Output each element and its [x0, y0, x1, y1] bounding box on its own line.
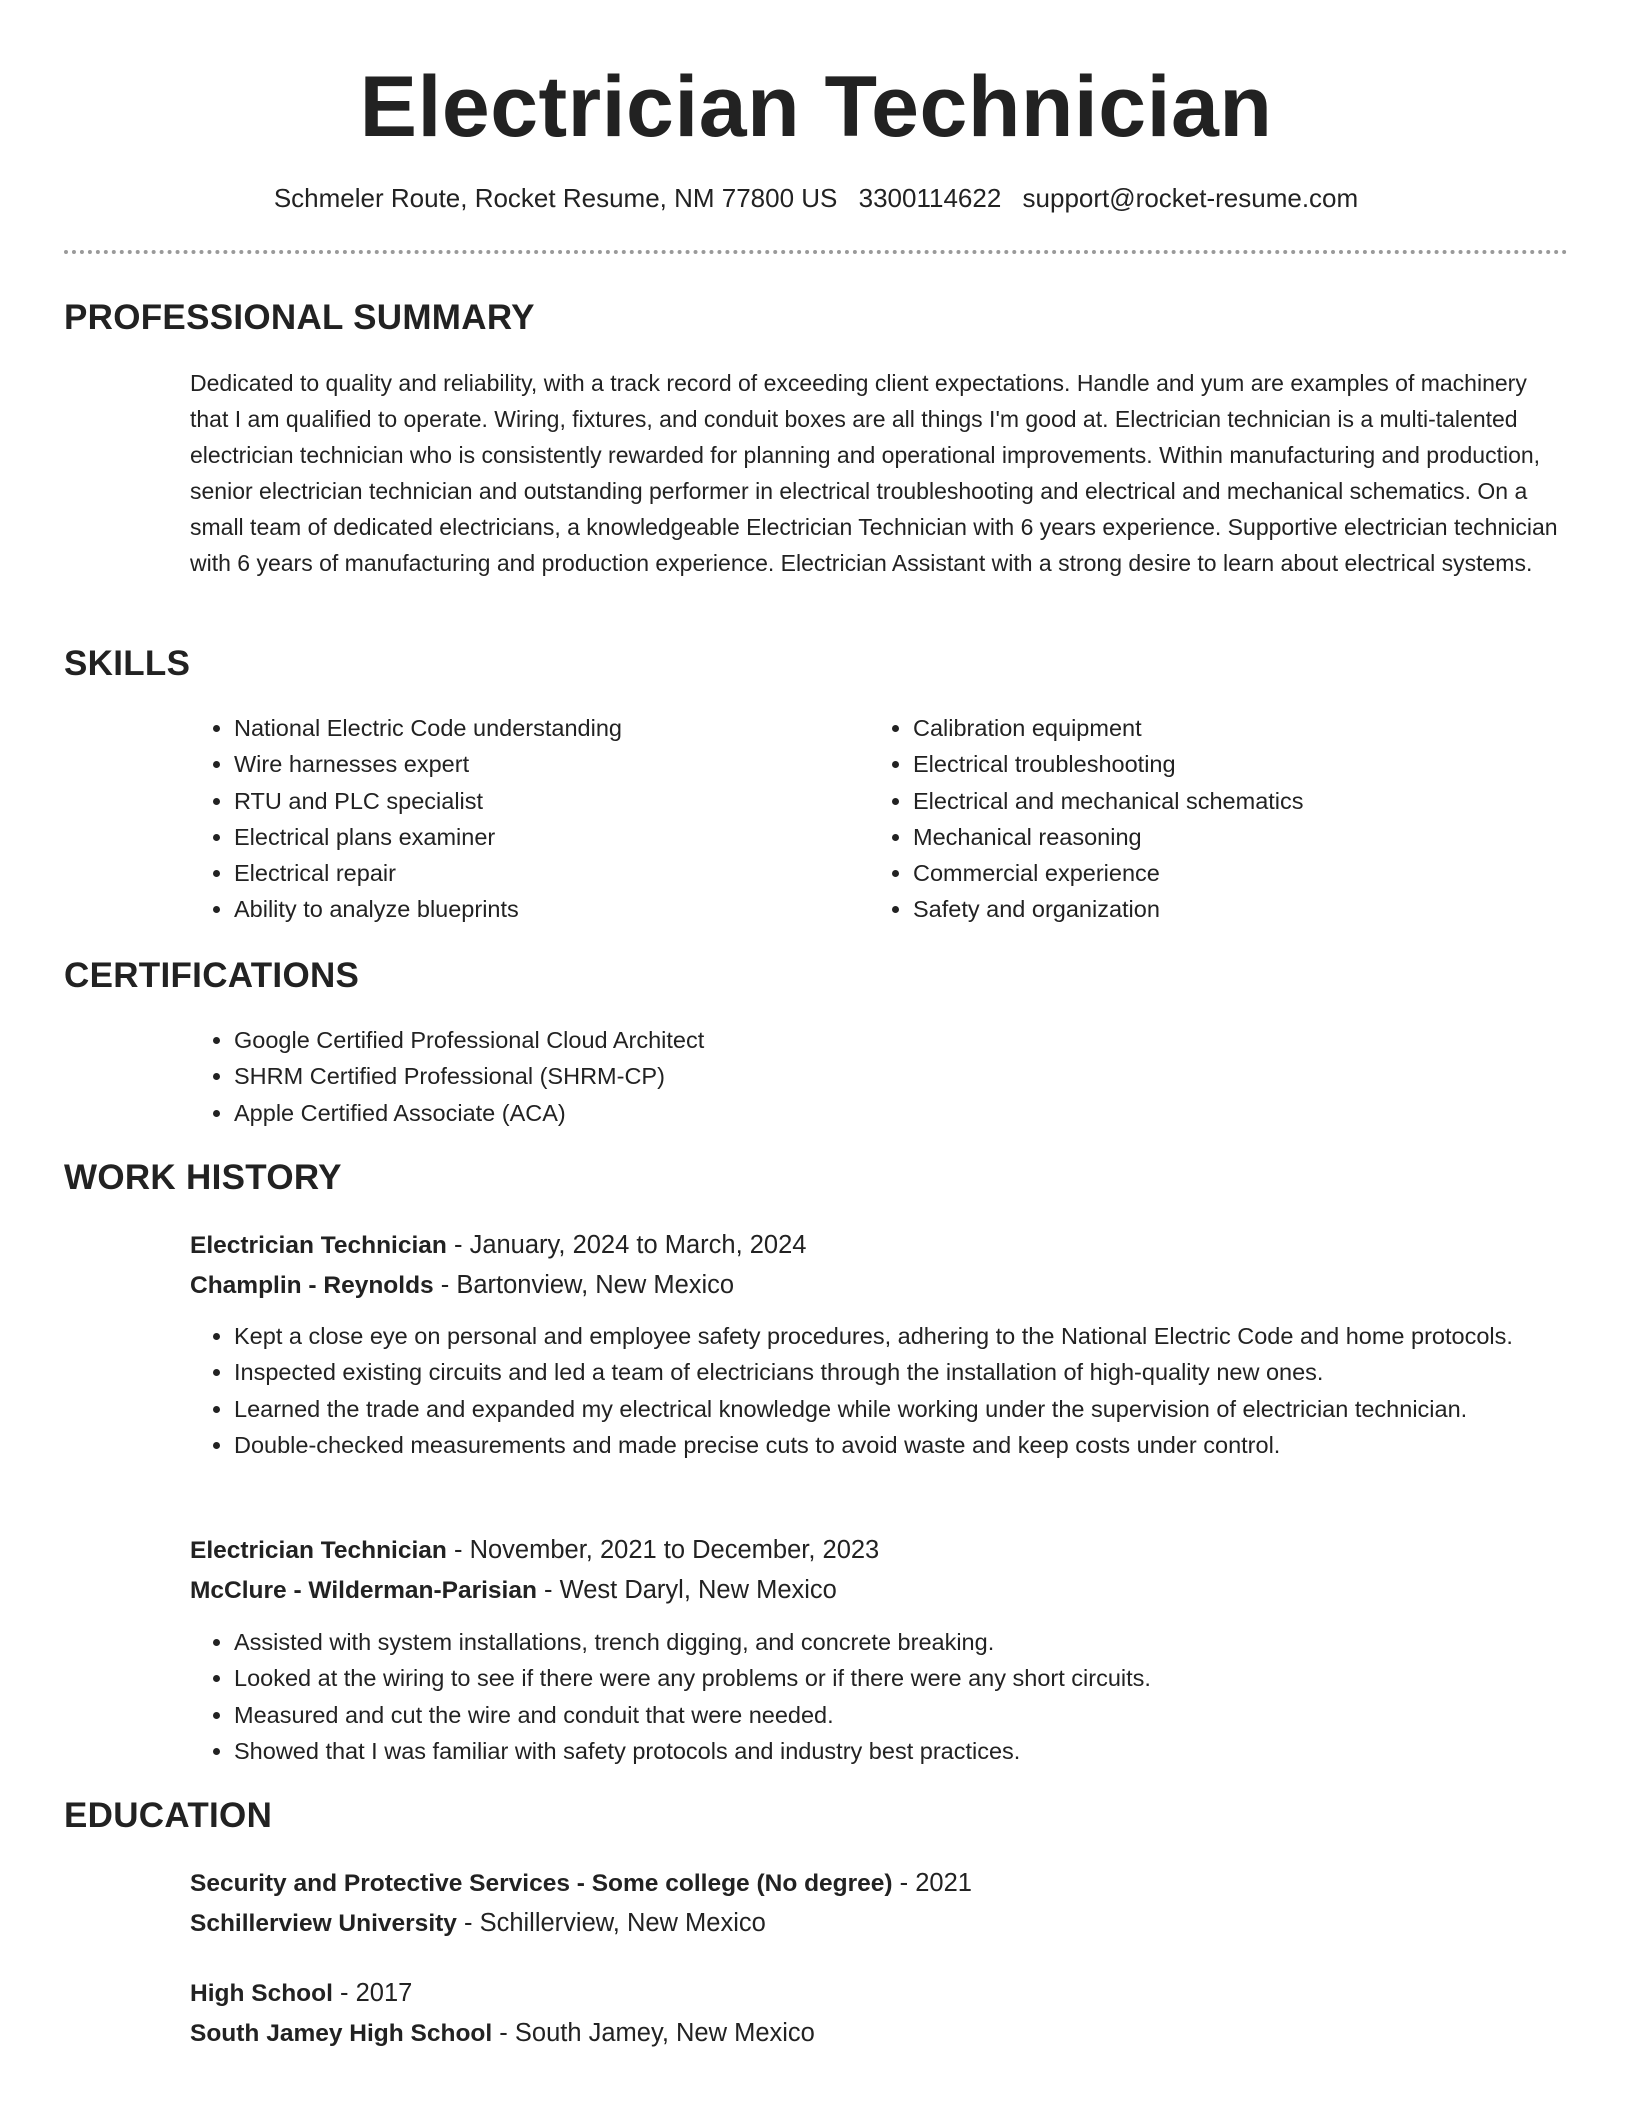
skill-item: • Safety and organization	[913, 891, 1513, 927]
job-title-line	[190, 1226, 806, 1265]
job-location: - Bartonview, New Mexico	[433, 1271, 735, 1299]
skill-item: • Wire harnesses expert	[234, 746, 834, 782]
job-company-line	[190, 1571, 837, 1610]
header-divider	[64, 250, 1568, 254]
skill-item: • Commercial experience	[913, 855, 1513, 891]
job-bullet: • Assisted with system installations, trench digging, and concrete breaking.	[234, 1624, 1604, 1660]
job-bullet: • Double-checked measurements and made precise cuts to avoid waste and keep costs under control.	[234, 1427, 1604, 1463]
skill-item: • Calibration equipment	[913, 710, 1513, 746]
skills-list-right	[869, 710, 1513, 928]
contact-line	[0, 180, 1632, 216]
job-bullet: • Looked at the wiring to see if there were any problems or if there were any short circuits.	[234, 1660, 1604, 1696]
education-year: - 2021	[892, 1869, 972, 1897]
skill-item: • Electrical plans examiner	[234, 819, 834, 855]
job-bullet: • Inspected existing circuits and led a team of electricians through the installation of high-quality new ones.	[234, 1354, 1604, 1390]
skill-item: • Electrical troubleshooting	[913, 746, 1513, 782]
job-title-line	[190, 1531, 879, 1570]
summary-text: Dedicated to quality and reliability, with a track record of exceeding client expectations. Handle and yum are examples of machinery that I am qualified to operate. Wiring, fixtures, and conduit boxes are all things I'm good at. Electrician technician is a multi-talented electrician technician who is consistently rewarded for planning and operational improvements. Within manufacturing and production, senior electrician technician and outstanding performer in electrical troubleshooting and electrical and mechanical schematics. On a small team of dedicated electricians, a knowledgeable Electrician Technician with 6 years experience. Supportive electrician technician with 6 years of manufacturing and production experience. Electrician Assistant with a strong desire to learn about electrical systems.	[190, 370, 1558, 576]
education-degree-line	[190, 1864, 972, 1903]
skill-item: • RTU and PLC specialist	[234, 783, 834, 819]
job-dates: - November, 2021 to December, 2023	[446, 1536, 880, 1564]
certification-item: • SHRM Certified Professional (SHRM-CP)	[234, 1058, 1534, 1094]
job-bullet: • Showed that I was familiar with safety protocols and industry best practices.	[234, 1733, 1604, 1769]
job-bullet: • Learned the trade and expanded my electrical knowledge while working under the supervision of electrician technician.	[234, 1391, 1604, 1427]
education-location: - South Jamey, New Mexico	[492, 2019, 815, 2047]
job-bullet: • Measured and cut the wire and conduit that were needed.	[234, 1697, 1604, 1733]
certification-item: • Google Certified Professional Cloud Architect	[234, 1022, 1534, 1058]
skills-heading: SKILLS	[64, 644, 191, 683]
job-dates: - January, 2024 to March, 2024	[446, 1231, 807, 1259]
education-heading: EDUCATION	[64, 1796, 273, 1835]
job-role: Electrician Technician	[190, 1232, 447, 1259]
contact-phone: 3300114622	[858, 183, 1002, 213]
job-company-line	[190, 1266, 734, 1305]
job-company: McClure - Wilderman-Parisian	[190, 1577, 537, 1604]
skill-item: • Electrical and mechanical schematics	[913, 783, 1513, 819]
education-location: - Schillerview, New Mexico	[456, 1909, 766, 1937]
job-role: Electrician Technician	[190, 1537, 447, 1564]
job-bullets	[190, 1624, 1604, 1769]
certification-item: • Apple Certified Associate (ACA)	[234, 1095, 1534, 1131]
job-bullets	[190, 1318, 1604, 1463]
education-year: - 2017	[332, 1979, 413, 2007]
education-school: Schillerview University	[190, 1910, 457, 1937]
contact-email: support@rocket-resume.com	[1022, 183, 1359, 213]
education-school-line	[190, 2014, 815, 2053]
summary-heading: PROFESSIONAL SUMMARY	[64, 298, 535, 337]
skills-list-left	[190, 710, 834, 928]
job-bullet: • Kept a close eye on personal and employee safety procedures, adhering to the National Electric Code and home protocols.	[234, 1318, 1604, 1354]
skill-item: • Mechanical reasoning	[913, 819, 1513, 855]
job-company: Champlin - Reynolds	[190, 1272, 434, 1299]
skill-item: • National Electric Code understanding	[234, 710, 834, 746]
job-location: - West Daryl, New Mexico	[536, 1576, 837, 1604]
skill-item: • Ability to analyze blueprints	[234, 891, 834, 927]
contact-address: Schmeler Route, Rocket Resume, NM 77800 US	[273, 183, 838, 213]
work-history-heading: WORK HISTORY	[64, 1158, 342, 1197]
education-degree: High School	[190, 1980, 333, 2007]
education-degree: Security and Protective Services - Some college (No degree)	[190, 1870, 893, 1897]
candidate-name: Electrician Technician	[359, 59, 1273, 155]
education-school-line	[190, 1904, 766, 1943]
certifications-heading: CERTIFICATIONS	[64, 956, 360, 995]
skill-item: • Electrical repair	[234, 855, 834, 891]
certifications-list	[190, 1022, 1534, 1131]
education-degree-line	[190, 1974, 412, 2013]
education-school: South Jamey High School	[190, 2020, 493, 2047]
